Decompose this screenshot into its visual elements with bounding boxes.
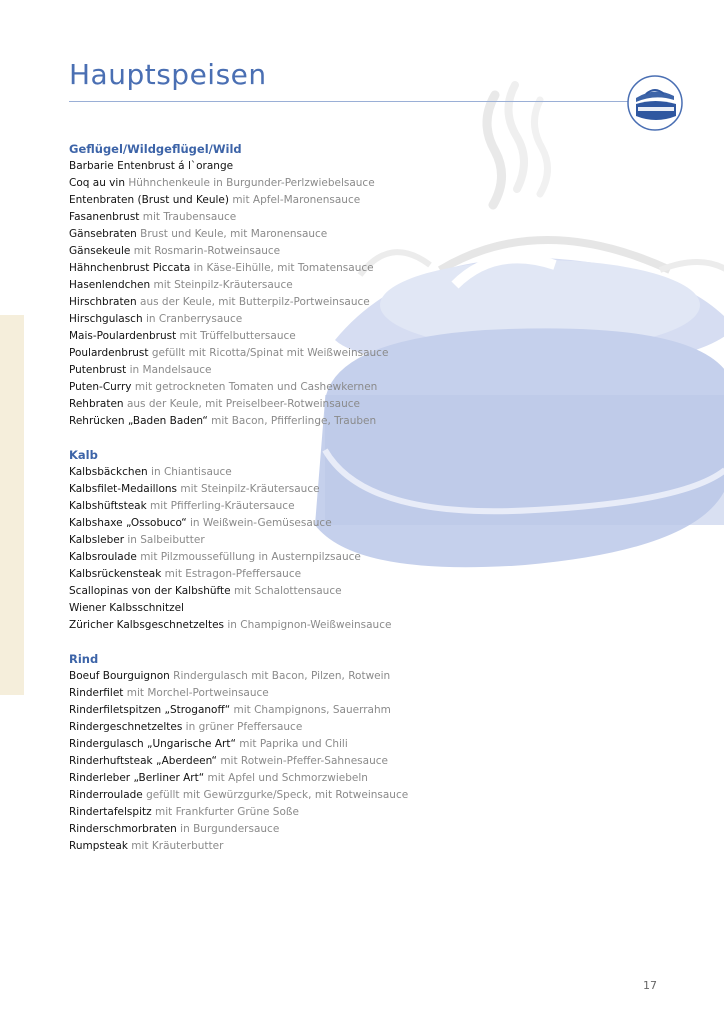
- dish-description: mit Pilzmoussefüllung in Austernpilzsauce: [140, 551, 361, 563]
- dish-name: Rinderroulade: [69, 789, 143, 801]
- dish-item: [69, 600, 629, 617]
- dish-description: in Cranberrysauce: [145, 313, 243, 325]
- dish-item: [69, 260, 629, 277]
- dish-description: in Weißwein-Gemüsesauce: [190, 517, 332, 529]
- menu-section-poultry-game: [69, 141, 629, 430]
- dish-name: Hirschgulasch: [69, 313, 143, 325]
- dish-description: aus der Keule, mit Preiselbeer-Rotweinsauce: [126, 398, 360, 410]
- dish-name: Gänsebraten: [69, 228, 137, 240]
- dish-item: [69, 515, 629, 532]
- dish-description: mit Apfel-Maronensauce: [232, 194, 361, 206]
- dish-description: mit Steinpilz-Kräutersauce: [153, 279, 293, 291]
- page-number: 17: [643, 979, 657, 992]
- dish-name: Puten-Curry: [69, 381, 132, 393]
- dish-name: Rinderhuftsteak „Aberdeen“: [69, 755, 217, 767]
- dish-description: aus der Keule, mit Butterpilz-Portweinsauce: [140, 296, 370, 308]
- dish-item: [69, 362, 629, 379]
- menu-section-beef: [69, 651, 629, 855]
- dish-item: [69, 379, 629, 396]
- dish-name: Rindergeschnetzeltes: [69, 721, 183, 733]
- dish-description: in Salbeibutter: [127, 534, 205, 546]
- dish-description: mit Traubensauce: [142, 211, 237, 223]
- dish-description: gefüllt mit Ricotta/Spinat mit Weißweinsauce: [151, 347, 389, 359]
- dish-item: [69, 668, 629, 685]
- dish-name: Barbarie Entenbrust á l`orange: [69, 160, 234, 172]
- dish-description: mit Paprika und Chili: [239, 738, 348, 750]
- dish-item: [69, 158, 629, 175]
- dish-description: Brust und Keule, mit Maronensauce: [140, 228, 328, 240]
- dish-description: in Chiantisauce: [151, 466, 232, 478]
- dish-item: [69, 192, 629, 209]
- dish-item: [69, 175, 629, 192]
- dish-description: gefüllt mit Gewürzgurke/Speck, mit Rotweinsauce: [146, 789, 409, 801]
- dish-item: [69, 838, 629, 855]
- dish-item: [69, 345, 629, 362]
- dish-description: in Käse-Eihülle, mit Tomatensauce: [193, 262, 374, 274]
- section-heading: Rind: [69, 652, 99, 666]
- dish-item: [69, 702, 629, 719]
- dish-description: mit Morchel-Portweinsauce: [126, 687, 269, 699]
- dish-name: Kalbsfilet-Medaillons: [69, 483, 178, 495]
- dish-item: [69, 226, 629, 243]
- menu-list: [69, 141, 629, 872]
- dish-description: Rindergulasch mit Bacon, Pilzen, Rotwein: [173, 670, 391, 682]
- dish-name: Rinderfilet: [69, 687, 124, 699]
- dish-item: [69, 804, 629, 821]
- dish-name: Kalbsbäckchen: [69, 466, 148, 478]
- dish-name: Rehrücken „Baden Baden“: [69, 415, 208, 427]
- dish-name: Rinderschmorbraten: [69, 823, 177, 835]
- dish-name: Rumpsteak: [69, 840, 128, 852]
- dish-name: Hähnchenbrust Piccata: [69, 262, 191, 274]
- dish-item: [69, 787, 629, 804]
- dish-item: [69, 821, 629, 838]
- dish-item: [69, 617, 629, 634]
- dish-item: [69, 209, 629, 226]
- dish-name: Entenbraten (Brust und Keule): [69, 194, 229, 206]
- dish-name: Rehbraten: [69, 398, 124, 410]
- dish-description: Hühnchenkeule in Burgunder-Perlzwiebelsauce: [128, 177, 375, 189]
- dish-item: [69, 736, 629, 753]
- dish-description: mit Rotwein-Pfeffer-Sahnesauce: [220, 755, 388, 767]
- dish-description: mit getrockneten Tomaten und Cashewkernen: [134, 381, 378, 393]
- title-divider: [69, 101, 629, 102]
- dish-description: in Champignon-Weißweinsauce: [227, 619, 392, 631]
- dish-item: [69, 532, 629, 549]
- dish-description: mit Estragon-Pfeffersauce: [164, 568, 302, 580]
- dish-name: Gänsekeule: [69, 245, 131, 257]
- dish-name: Kalbshüftsteak: [69, 500, 147, 512]
- dish-description: mit Kräuterbutter: [131, 840, 224, 852]
- section-heading: Geflügel/Wildgeflügel/Wild: [69, 142, 242, 156]
- dish-name: Kalbsleber: [69, 534, 125, 546]
- dish-item: [69, 277, 629, 294]
- dish-item: [69, 396, 629, 413]
- dish-description: mit Schalottensauce: [233, 585, 342, 597]
- dish-item: [69, 549, 629, 566]
- dish-item: [69, 583, 629, 600]
- menu-section-veal: [69, 447, 629, 634]
- dish-name: Kalbshaxe „Ossobuco“: [69, 517, 187, 529]
- pot-lid-icon: [626, 74, 684, 132]
- dish-name: Kalbsroulade: [69, 551, 137, 563]
- dish-name: Fasanenbrust: [69, 211, 140, 223]
- dish-item: [69, 413, 629, 430]
- dish-description: in Mandelsauce: [129, 364, 212, 376]
- dish-description: mit Pfifferling-Kräutersauce: [150, 500, 295, 512]
- dish-name: Coq au vin: [69, 177, 125, 189]
- dish-item: [69, 464, 629, 481]
- dish-description: mit Apfel und Schmorzwiebeln: [207, 772, 368, 784]
- dish-name: Poulardenbrust: [69, 347, 149, 359]
- dish-name: Kalbsrückensteak: [69, 568, 162, 580]
- dish-name: Hasenlendchen: [69, 279, 151, 291]
- dish-item: [69, 685, 629, 702]
- dish-name: Boeuf Bourguignon: [69, 670, 170, 682]
- dish-name: Rindertafelspitz: [69, 806, 152, 818]
- dish-item: [69, 481, 629, 498]
- dish-description: in grüner Pfeffersauce: [185, 721, 303, 733]
- dish-item: [69, 566, 629, 583]
- dish-item: [69, 328, 629, 345]
- section-heading: Kalb: [69, 448, 98, 462]
- dish-name: Putenbrust: [69, 364, 127, 376]
- dish-name: Wiener Kalbsschnitzel: [69, 602, 184, 614]
- dish-name: Rinderleber „Berliner Art“: [69, 772, 205, 784]
- dish-description: mit Frankfurter Grüne Soße: [154, 806, 299, 818]
- dish-description: mit Champignons, Sauerrahm: [233, 704, 391, 716]
- dish-name: Züricher Kalbsgeschnetzeltes: [69, 619, 225, 631]
- dish-item: [69, 770, 629, 787]
- dish-item: [69, 294, 629, 311]
- dish-description: mit Bacon, Pfifferlinge, Trauben: [211, 415, 377, 427]
- dish-item: [69, 719, 629, 736]
- dish-item: [69, 311, 629, 328]
- dish-description: mit Steinpilz-Kräutersauce: [180, 483, 320, 495]
- dish-item: [69, 753, 629, 770]
- dish-name: Mais-Poulardenbrust: [69, 330, 177, 342]
- dish-description: mit Trüffelbuttersauce: [179, 330, 296, 342]
- dish-name: Rindergulasch „Ungarische Art“: [69, 738, 236, 750]
- dish-item: [69, 498, 629, 515]
- dish-item: [69, 243, 629, 260]
- dish-description: mit Rosmarin-Rotweinsauce: [133, 245, 281, 257]
- page-title: Hauptspeisen: [69, 58, 267, 91]
- dish-description: in Burgundersauce: [180, 823, 280, 835]
- dish-name: Hirschbraten: [69, 296, 137, 308]
- dish-name: Rinderfiletspitzen „Stroganoff“: [69, 704, 231, 716]
- dish-name: Scallopinas von der Kalbshüfte: [69, 585, 231, 597]
